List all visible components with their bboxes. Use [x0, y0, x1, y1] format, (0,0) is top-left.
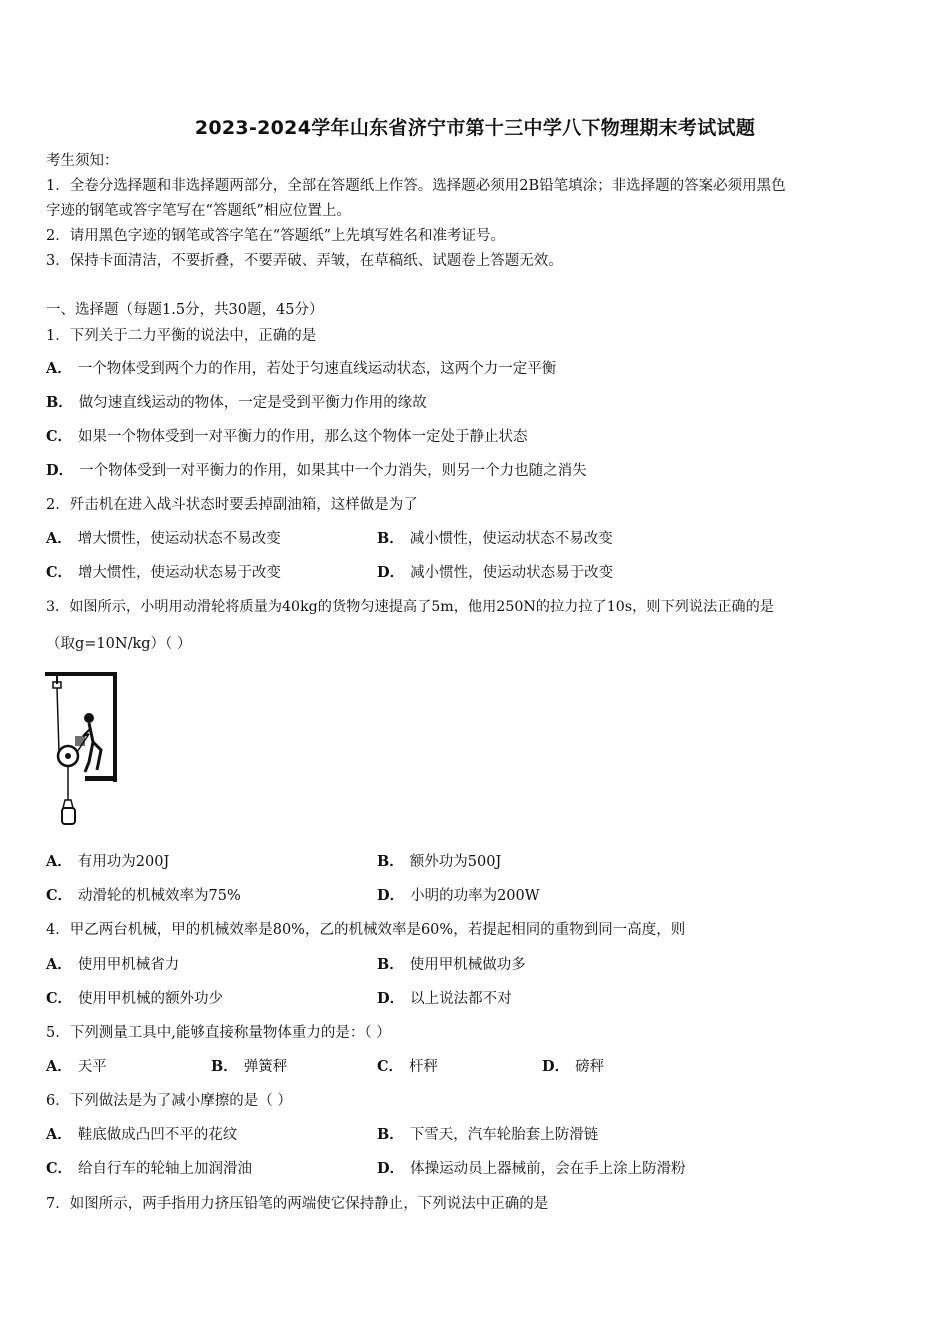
q5-option-a [46, 1057, 107, 1077]
question-number: 2． [46, 497, 70, 513]
notice-heading: 考生须知： [46, 153, 119, 169]
question-text: 下列关于二力平衡的说法中，正确的是 [69, 328, 317, 344]
option-text: 使用甲机械的额外功少 [78, 991, 224, 1007]
question-number: 1． [46, 328, 70, 344]
option-label: D． [377, 564, 405, 581]
option-text: 弹簧秤 [243, 1059, 288, 1075]
q3-option-c [46, 886, 241, 906]
option-text: 一个物体受到一对平衡力的作用，如果其中一个力消失，则另一个力也随之消失 [79, 463, 587, 479]
q4-option-a [46, 955, 179, 975]
option-label: B． [211, 1058, 238, 1075]
q6-option-c [46, 1159, 252, 1179]
question-3-stem-cont: （取g=10N/kg）（ ） [46, 636, 192, 652]
question-number: 5． [46, 1025, 70, 1041]
option-label: B． [377, 853, 404, 870]
option-text: 天平 [77, 1059, 107, 1075]
option-text: 下雪天，汽车轮胎套上防滑链 [409, 1127, 599, 1143]
option-label: D． [377, 887, 405, 904]
notice-line-2: 字迹的钢笔或答字笔写在“答题纸”相应位置上。 [46, 203, 351, 219]
option-text: 增大惯性，使运动状态易于改变 [78, 565, 282, 581]
question-2-stem [46, 495, 418, 515]
notice-line-4: 3．保持卡面清洁，不要折叠，不要弄破、弄皱，在草稿纸、试题卷上答题无效。 [46, 253, 563, 269]
option-label: A． [46, 1126, 72, 1143]
option-label: C． [46, 428, 73, 445]
option-text: 减小惯性，使运动状态易于改变 [410, 565, 614, 581]
option-text: 体操运动员上器械前，会在手上涂上防滑粉 [410, 1161, 686, 1177]
q2-option-a [46, 529, 281, 549]
option-text: 使用甲机械省力 [77, 957, 180, 973]
q3-option-b [377, 852, 501, 872]
question-4-stem [46, 920, 685, 940]
q1-option-a [46, 359, 556, 379]
q4-option-b [377, 955, 526, 975]
q2-option-b [377, 529, 613, 549]
option-label: D． [46, 462, 74, 479]
option-text: 有用功为200J [77, 854, 170, 870]
q1-option-b [46, 393, 427, 413]
question-7-stem [46, 1194, 548, 1214]
q4-option-d [377, 989, 512, 1009]
question-5-stem [46, 1023, 391, 1043]
option-label: B． [377, 530, 404, 547]
question-text: 如图所示，两手指用力挤压铅笔的两端使它保持静止，下列说法中正确的是 [69, 1196, 549, 1212]
q1-option-d [46, 461, 587, 481]
option-text: 鞋底做成凸凹不平的花纹 [77, 1127, 238, 1143]
question-number: 7． [46, 1196, 70, 1212]
option-text: 小明的功率为200W [410, 888, 540, 904]
question-number: 3． [46, 599, 70, 615]
option-label: A． [46, 956, 72, 973]
option-label: C． [46, 887, 73, 904]
q6-option-b [377, 1125, 598, 1145]
option-text: 给自行车的轮轴上加润滑油 [78, 1161, 253, 1177]
option-label: A． [46, 530, 72, 547]
option-text: 使用甲机械做功多 [409, 957, 526, 973]
option-text: 一个物体受到两个力的作用，若处于匀速直线运动状态，这两个力一定平衡 [77, 361, 557, 377]
q4-option-c [46, 989, 223, 1009]
section-heading: 一、选择题（每题1.5分，共30题，45分） [46, 302, 324, 318]
q2-option-d [377, 563, 613, 583]
option-label: A． [46, 360, 72, 377]
option-label: C． [46, 1160, 73, 1177]
q2-option-c [46, 563, 281, 583]
option-text: 减小惯性，使运动状态不易改变 [409, 531, 613, 547]
option-label: D． [377, 990, 405, 1007]
option-text: 以上说法都不对 [410, 991, 512, 1007]
question-1-stem [46, 326, 316, 346]
pulley-figure [45, 672, 120, 832]
option-label: B． [377, 1126, 404, 1143]
question-text: 如图所示，小明用动滑轮将质量为40kg的货物匀速提高了5m，他用250N的拉力拉了10s，则下列说法正确的是 [69, 599, 774, 615]
option-text: 动滑轮的机械效率为75% [78, 888, 241, 904]
option-label: B． [46, 394, 73, 411]
option-label: D． [542, 1058, 570, 1075]
question-6-stem [46, 1091, 292, 1111]
q6-option-d [377, 1159, 686, 1179]
page-title: 2023-2024学年山东省济宁市第十三中学八下物理期末考试试题 [194, 117, 756, 139]
q5-option-c [377, 1057, 438, 1077]
option-label: B． [377, 956, 404, 973]
option-label: A． [46, 853, 72, 870]
q3-option-a [46, 852, 169, 872]
question-text: 下列测量工具中,能够直接称量物体重力的是：（ ） [69, 1025, 391, 1041]
option-text: 做匀速直线运动的物体，一定是受到平衡力作用的缘故 [78, 395, 427, 411]
notice-line-3: 2．请用黑色字迹的钢笔或答字笔在“答题纸”上先填写姓名和准考证号。 [46, 228, 506, 244]
question-text: 歼击机在进入战斗状态时要丢掉副油箱，这样做是为了 [69, 497, 418, 513]
q5-option-b [211, 1057, 287, 1077]
question-number: 6． [46, 1093, 70, 1109]
option-text: 如果一个物体受到一对平衡力的作用，那么这个物体一定处于静止状态 [78, 429, 528, 445]
option-text: 额外功为500J [409, 854, 502, 870]
option-text: 磅秤 [575, 1059, 605, 1075]
q3-option-d [377, 886, 540, 906]
q6-option-a [46, 1125, 237, 1145]
option-text: 增大惯性，使运动状态不易改变 [77, 531, 281, 547]
q1-option-c [46, 427, 528, 447]
option-label: C． [46, 990, 73, 1007]
question-text: 下列做法是为了减小摩擦的是（ ） [69, 1093, 292, 1109]
question-text: 甲乙两台机械，甲的机械效率是80%，乙的机械效率是60%，若提起相同的重物到同一高度，则 [69, 922, 686, 938]
option-label: D． [377, 1160, 405, 1177]
option-label: A． [46, 1058, 72, 1075]
q5-option-d [542, 1057, 604, 1077]
notice-line-1: 1．全卷分选择题和非选择题两部分，全部在答题纸上作答。选择题必须用2B铅笔填涂；非选择题的答案必须用黑色 [46, 178, 786, 194]
question-number: 4． [46, 922, 70, 938]
option-label: C． [46, 564, 73, 581]
question-3-stem [46, 597, 774, 617]
option-label: C． [377, 1058, 404, 1075]
option-text: 杆秤 [409, 1059, 439, 1075]
